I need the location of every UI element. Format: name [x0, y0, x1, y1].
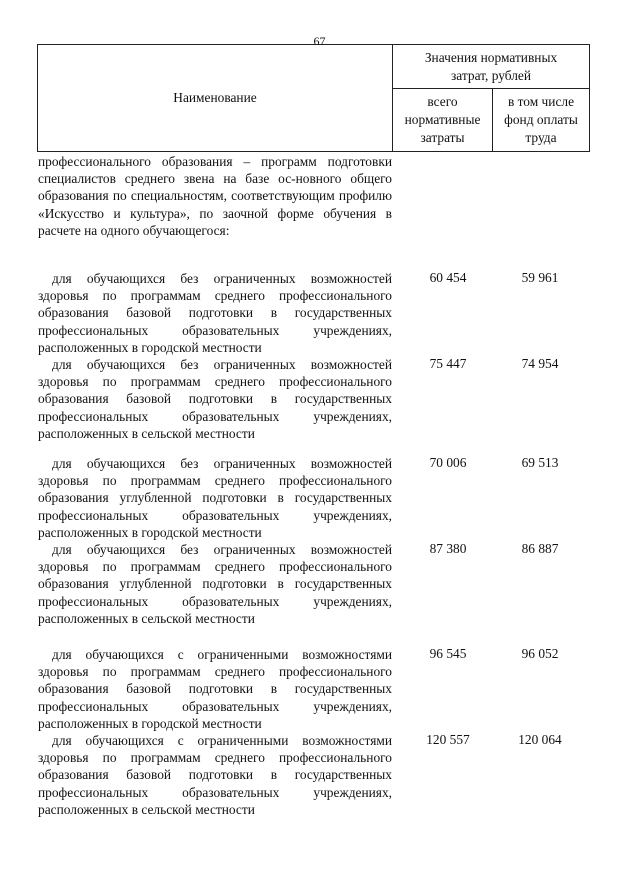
- row-wage: 96 052: [521, 646, 559, 661]
- header-wage-label: в том числе фонд оплаты труда: [504, 94, 578, 145]
- row-wage: 86 887: [521, 541, 559, 556]
- row-wage: 74 954: [521, 356, 559, 371]
- header-wage-cell: [492, 88, 590, 152]
- header-name-cell: [37, 44, 393, 152]
- header-name-label: Наименование: [173, 90, 257, 106]
- row-total: 87 380: [429, 541, 467, 556]
- row-description: для обучающихся без ограниченных возможностей здоровья по программам среднего профессионального образования базовой подготовки в государственных профессиональных образовательных учреждениях, расположенных в городской местности: [38, 271, 392, 355]
- row-total: 70 006: [429, 455, 467, 470]
- row-total: 96 545: [429, 646, 467, 661]
- row-description: для обучающихся без ограниченных возможностей здоровья по программам среднего профессионального образования базовой подготовки в государственных профессиональных образовательных учреждениях, расположенных в сельской местности: [38, 357, 392, 441]
- header-values-group-label: Значения нормативных затрат, рублей: [424, 49, 558, 83]
- row-description: для обучающихся без ограниченных возможностей здоровья по программам среднего профессионального образования углубленной подготовки в государственных профессиональных образовательных учреждениях, расположенных в городской местности: [38, 456, 392, 540]
- row-total: 60 454: [429, 270, 467, 285]
- row-description: для обучающихся с ограниченными возможностями здоровья по программам среднего профессионального образования базовой подготовки в государственных профессиональных образовательных учреждениях, расположенных в городской местности: [38, 647, 392, 731]
- header-values-group-cell: [392, 44, 590, 89]
- row-wage: 69 513: [521, 455, 559, 470]
- row-description: для обучающихся с ограниченными возможностями здоровья по программам среднего профессионального образования базовой подготовки в государственных профессиональных образовательных учреждениях, расположенных в сельской местности: [38, 733, 392, 817]
- page-number: 67: [313, 34, 326, 48]
- row-total: 120 557: [426, 732, 470, 747]
- row-wage: 120 064: [518, 732, 562, 747]
- row-total: 75 447: [429, 356, 467, 371]
- row-description: для обучающихся без ограниченных возможностей здоровья по программам среднего профессионального образования углубленной подготовки в государственных профессиональных образовательных учреждениях, расположенных в сельской местности: [38, 542, 392, 626]
- header-total-cell: [392, 88, 493, 152]
- header-total-label: всего нормативные затраты: [404, 94, 481, 145]
- intro-text: профессионального образования – программ подготовки специалистов среднего звена на базе ос-новного общего образования по специальностям, соответствующим профилю «Искусство и культура», по заочной форме обучения в расчете на одного обучающегося:: [38, 154, 392, 238]
- row-wage: 59 961: [521, 270, 559, 285]
